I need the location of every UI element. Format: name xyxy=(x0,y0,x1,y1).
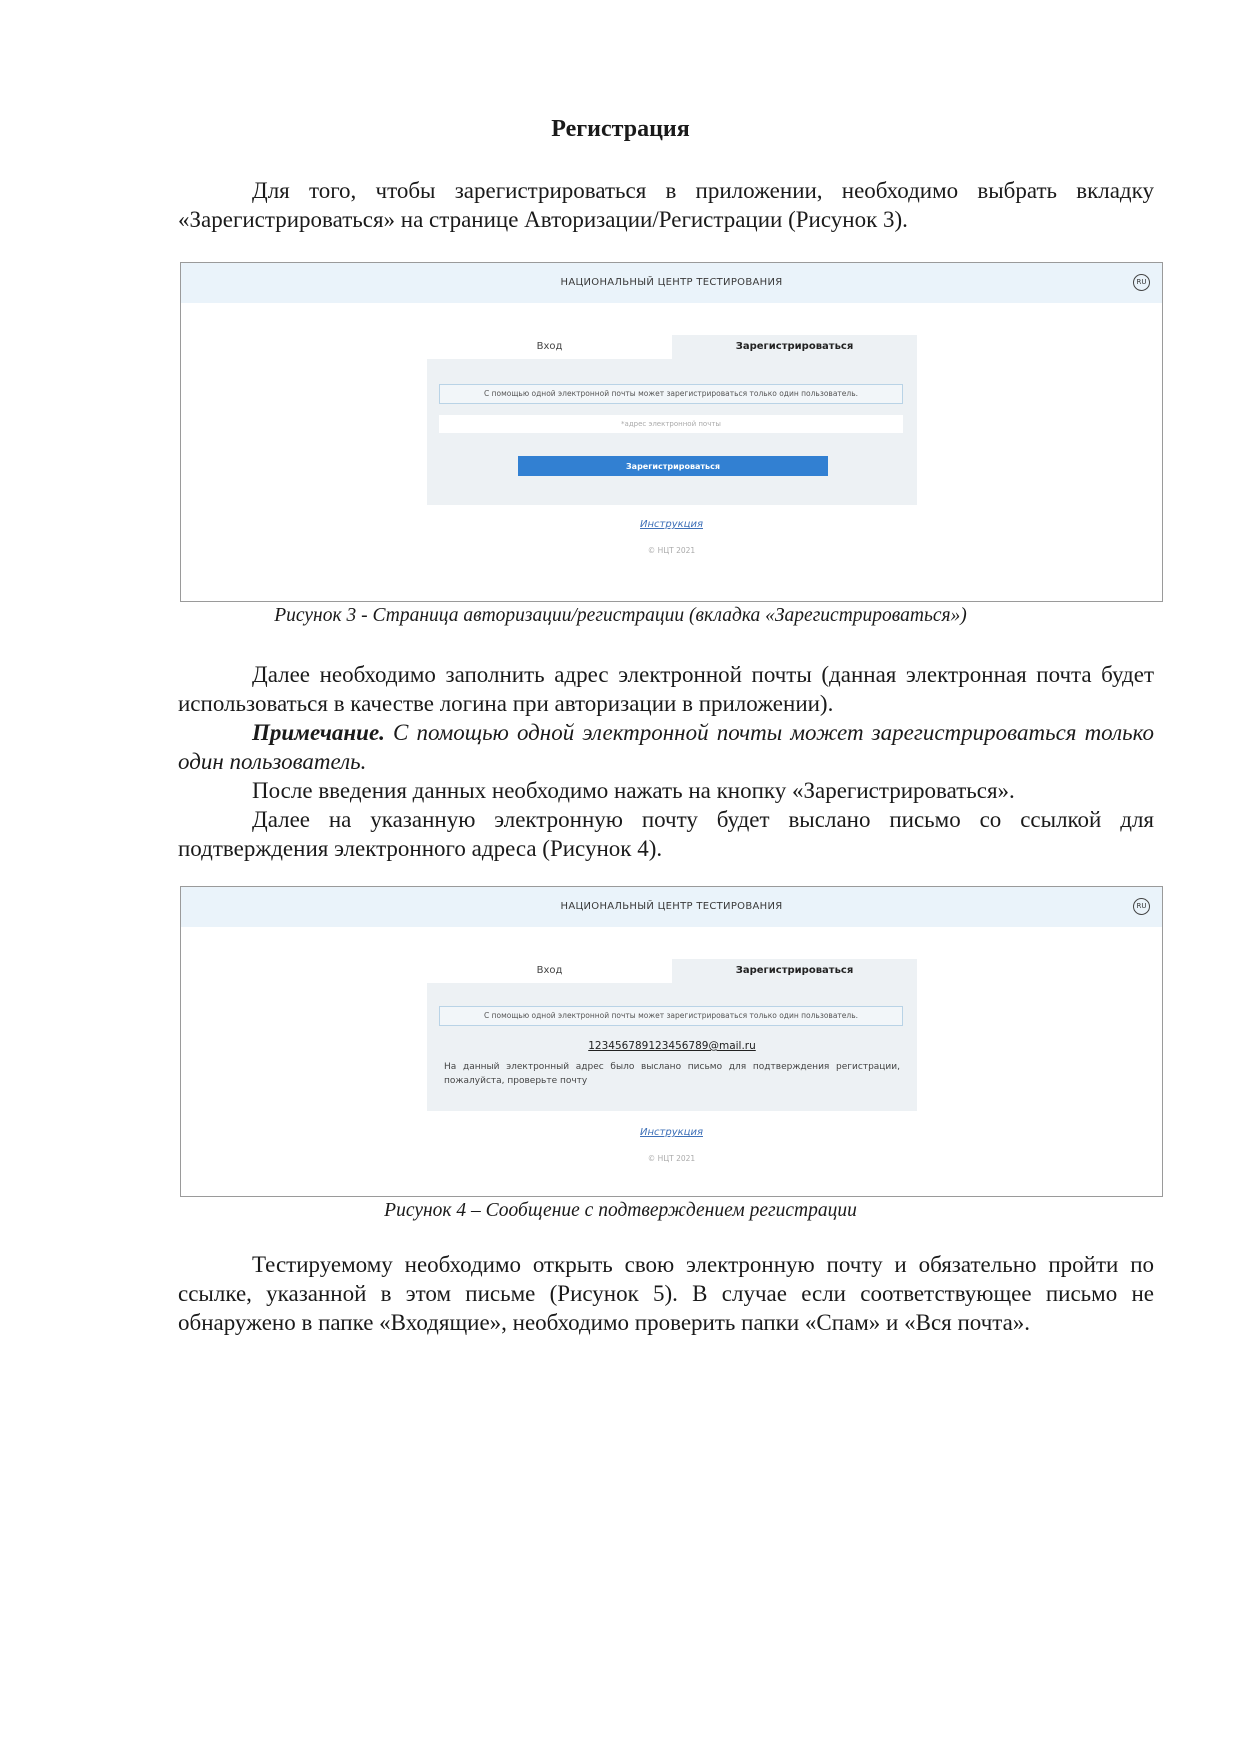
register-panel xyxy=(427,359,917,505)
email-input[interactable] xyxy=(439,415,903,433)
figure-4-caption: Рисунок 4 – Сообщение с подтверждением регистрации xyxy=(384,1200,857,1221)
figure-3-caption: Рисунок 3 - Страница авторизации/регистрации (вкладка «Зарегистрироваться») xyxy=(274,605,967,626)
instruction-link[interactable]: Инструкция xyxy=(640,519,703,530)
paragraph-note xyxy=(178,718,1154,776)
tab-login[interactable]: Вход xyxy=(536,965,563,976)
language-switch-button[interactable]: RU xyxy=(1133,274,1150,291)
language-switch-button[interactable]: RU xyxy=(1133,898,1150,915)
app-title: НАЦИОНАЛЬНЫЙ ЦЕНТР ТЕСТИРОВАНИЯ xyxy=(560,277,783,288)
register-button[interactable]: Зарегистрироваться xyxy=(518,456,828,476)
sent-email-address: 123456789123456789@mail.ru xyxy=(588,1040,756,1052)
app-header xyxy=(181,887,1162,927)
page-heading: Регистрация xyxy=(551,116,690,142)
tab-register[interactable]: Зарегистрироваться xyxy=(672,959,917,983)
figure-3-screenshot xyxy=(180,262,1163,602)
tab-register[interactable]: Зарегистрироваться xyxy=(672,335,917,359)
tab-login[interactable]: Вход xyxy=(536,341,563,352)
paragraph-intro: Для того, чтобы зарегистрироваться в приложении, необходимо выбрать вкладку «Зарегистрироваться» на странице Авторизации/Регистрации (Рисунок 3). xyxy=(178,178,1154,232)
paragraph-fill-email: Далее необходимо заполнить адрес электронной почты (данная электронная почта будет использоваться в качестве логина при авторизации в приложении). xyxy=(178,662,1154,716)
copyright: © НЦТ 2021 xyxy=(647,546,696,555)
paragraph-email-sent: Далее на указанную электронную почту будет выслано письмо со ссылкой для подтверждения электронного адреса (Рисунок 4). xyxy=(178,807,1154,861)
app-header xyxy=(181,263,1162,303)
app-title: НАЦИОНАЛЬНЫЙ ЦЕНТР ТЕСТИРОВАНИЯ xyxy=(560,901,783,912)
confirmation-panel xyxy=(427,983,917,1111)
note-text: С помощью одной электронной почты может зарегистрироваться только один пользователь. xyxy=(178,720,1154,774)
instruction-link[interactable]: Инструкция xyxy=(640,1127,703,1138)
copyright: © НЦТ 2021 xyxy=(647,1154,696,1163)
single-user-notice: С помощью одной электронной почты может зарегистрироваться только один пользователь. xyxy=(439,384,903,404)
paragraph-open-email: Тестируемому необходимо открыть свою электронную почту и обязательно пройти по ссылке, указанной в этом письме (Рисунок 5). В случае если соответствующее письмо не обнаружено в папке «Входящие», необходимо проверить папки «Спам» и «Вся почта». xyxy=(178,1252,1154,1335)
paragraph-press-button: После введения данных необходимо нажать на кнопку «Зарегистрироваться». xyxy=(252,778,1015,803)
single-user-notice: С помощью одной электронной почты может зарегистрироваться только один пользователь. xyxy=(439,1006,903,1026)
figure-4-screenshot xyxy=(180,886,1163,1197)
confirmation-message: На данный электронный адрес было выслано письмо для подтверждения регистрации, пожалуйста, проверьте почту xyxy=(444,1062,900,1086)
note-label: Примечание. xyxy=(252,720,385,745)
